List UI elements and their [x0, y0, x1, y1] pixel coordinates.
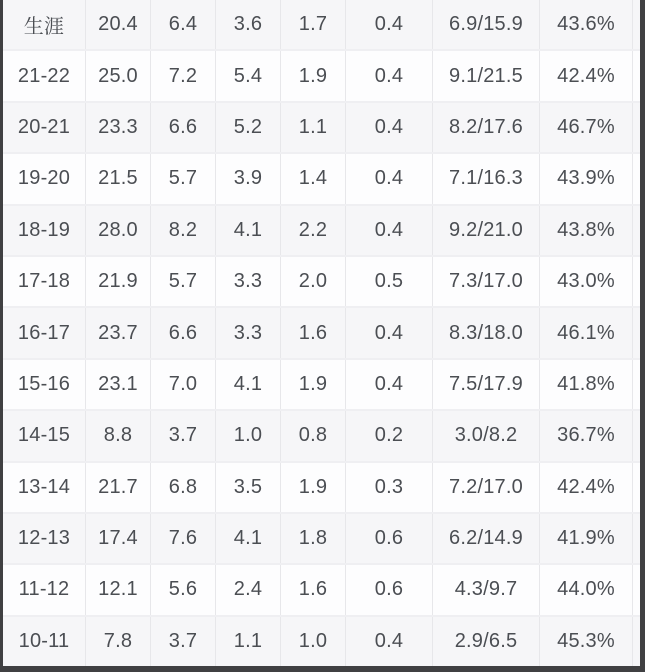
- stat-value-cell: 0.4: [346, 51, 433, 100]
- stat-value-cell: 25.0: [86, 51, 151, 100]
- screen-border-bottom: [0, 666, 645, 672]
- stat-value-cell: 4.1: [216, 360, 281, 409]
- stat-value-cell: 21.9: [86, 257, 151, 306]
- stat-value-cell: 7.5/17.9: [433, 360, 540, 409]
- season-label-cell: 17-18: [3, 257, 86, 306]
- stat-value-cell: 23.7: [86, 308, 151, 357]
- stat-value-cell: 21.5: [86, 154, 151, 203]
- stat-value-cell: 7.3/17.0: [433, 257, 540, 306]
- stat-value-cell: 3.3: [216, 308, 281, 357]
- cropped-next-column-sliver: [633, 411, 640, 460]
- stat-value-cell: 8.8: [86, 411, 151, 460]
- stat-value-cell: 1.1: [281, 103, 346, 152]
- season-label-cell: 10-11: [3, 617, 86, 666]
- season-label-cell: 18-19: [3, 206, 86, 255]
- stat-value-cell: 12.1: [86, 565, 151, 614]
- season-label-cell: 生涯: [3, 0, 86, 49]
- stat-value-cell: 5.2: [216, 103, 281, 152]
- cropped-next-column-sliver: [633, 206, 640, 255]
- stat-value-cell: 6.8: [151, 463, 216, 512]
- stat-value-cell: 6.4: [151, 0, 216, 49]
- cropped-next-column-sliver: [633, 308, 640, 357]
- season-row: [3, 565, 640, 616]
- stat-value-cell: 1.9: [281, 360, 346, 409]
- season-row: [3, 206, 640, 257]
- season-row: [3, 257, 640, 308]
- stat-value-cell: 1.1: [216, 617, 281, 666]
- stat-value-cell: 42.4%: [540, 463, 633, 512]
- stat-value-cell: 41.8%: [540, 360, 633, 409]
- stat-value-cell: 2.9/6.5: [433, 617, 540, 666]
- stat-value-cell: 2.4: [216, 565, 281, 614]
- stat-value-cell: 5.7: [151, 257, 216, 306]
- screen-border-right: [640, 0, 645, 672]
- season-row: [3, 463, 640, 514]
- cropped-next-column-sliver: [633, 463, 640, 512]
- cropped-next-column-sliver: [633, 257, 640, 306]
- stat-value-cell: 0.4: [346, 154, 433, 203]
- stat-value-cell: 9.2/21.0: [433, 206, 540, 255]
- stat-value-cell: 0.5: [346, 257, 433, 306]
- season-row: [3, 514, 640, 565]
- stat-value-cell: 5.6: [151, 565, 216, 614]
- stat-value-cell: 7.2: [151, 51, 216, 100]
- stat-value-cell: 7.2/17.0: [433, 463, 540, 512]
- stat-value-cell: 1.6: [281, 308, 346, 357]
- stat-value-cell: 3.3: [216, 257, 281, 306]
- stat-value-cell: 0.2: [346, 411, 433, 460]
- stat-value-cell: 0.3: [346, 463, 433, 512]
- stat-value-cell: 0.4: [346, 360, 433, 409]
- stat-value-cell: 20.4: [86, 0, 151, 49]
- cropped-next-column-sliver: [633, 360, 640, 409]
- stat-value-cell: 9.1/21.5: [433, 51, 540, 100]
- stat-value-cell: 1.4: [281, 154, 346, 203]
- stat-value-cell: 3.0/8.2: [433, 411, 540, 460]
- stat-value-cell: 0.4: [346, 0, 433, 49]
- season-row: [3, 411, 640, 462]
- stat-value-cell: 41.9%: [540, 514, 633, 563]
- cropped-next-column-sliver: [633, 0, 640, 49]
- career-totals-row: [3, 0, 640, 51]
- season-label-cell: 11-12: [3, 565, 86, 614]
- stat-value-cell: 0.4: [346, 103, 433, 152]
- stat-value-cell: 23.3: [86, 103, 151, 152]
- stat-value-cell: 3.7: [151, 617, 216, 666]
- season-row: [3, 617, 640, 666]
- stat-value-cell: 8.3/18.0: [433, 308, 540, 357]
- stat-value-cell: 0.6: [346, 514, 433, 563]
- season-label-cell: 21-22: [3, 51, 86, 100]
- stat-value-cell: 6.2/14.9: [433, 514, 540, 563]
- stat-value-cell: 8.2/17.6: [433, 103, 540, 152]
- cropped-next-column-sliver: [633, 514, 640, 563]
- stat-value-cell: 5.7: [151, 154, 216, 203]
- stat-value-cell: 17.4: [86, 514, 151, 563]
- stat-value-cell: 0.4: [346, 617, 433, 666]
- cropped-next-column-sliver: [633, 565, 640, 614]
- stat-value-cell: 0.4: [346, 206, 433, 255]
- season-row: [3, 308, 640, 359]
- stat-value-cell: 43.9%: [540, 154, 633, 203]
- cropped-next-column-sliver: [633, 617, 640, 666]
- season-stats-table[interactable]: [3, 0, 640, 666]
- stat-value-cell: 1.7: [281, 0, 346, 49]
- stat-value-cell: 0.6: [346, 565, 433, 614]
- stat-value-cell: 6.9/15.9: [433, 0, 540, 49]
- stat-value-cell: 1.8: [281, 514, 346, 563]
- stat-value-cell: 0.4: [346, 308, 433, 357]
- stat-value-cell: 5.4: [216, 51, 281, 100]
- stat-value-cell: 0.8: [281, 411, 346, 460]
- stat-value-cell: 43.0%: [540, 257, 633, 306]
- stat-value-cell: 45.3%: [540, 617, 633, 666]
- stat-value-cell: 2.0: [281, 257, 346, 306]
- stat-value-cell: 28.0: [86, 206, 151, 255]
- season-label-cell: 16-17: [3, 308, 86, 357]
- stat-value-cell: 44.0%: [540, 565, 633, 614]
- stat-value-cell: 1.9: [281, 51, 346, 100]
- stat-value-cell: 46.1%: [540, 308, 633, 357]
- stat-value-cell: 7.8: [86, 617, 151, 666]
- stat-value-cell: 23.1: [86, 360, 151, 409]
- season-label-cell: 14-15: [3, 411, 86, 460]
- stat-value-cell: 4.1: [216, 514, 281, 563]
- stat-value-cell: 21.7: [86, 463, 151, 512]
- stat-value-cell: 2.2: [281, 206, 346, 255]
- screen-border-left: [0, 0, 3, 672]
- season-label-cell: 20-21: [3, 103, 86, 152]
- stat-value-cell: 4.3/9.7: [433, 565, 540, 614]
- stat-value-cell: 3.7: [151, 411, 216, 460]
- cropped-next-column-sliver: [633, 154, 640, 203]
- stat-value-cell: 1.0: [216, 411, 281, 460]
- stat-value-cell: 6.6: [151, 103, 216, 152]
- season-label-cell: 12-13: [3, 514, 86, 563]
- stat-value-cell: 42.4%: [540, 51, 633, 100]
- season-label-cell: 15-16: [3, 360, 86, 409]
- season-label-cell: 13-14: [3, 463, 86, 512]
- stat-value-cell: 3.9: [216, 154, 281, 203]
- stat-value-cell: 3.5: [216, 463, 281, 512]
- season-row: [3, 154, 640, 205]
- stat-value-cell: 43.8%: [540, 206, 633, 255]
- stat-value-cell: 7.1/16.3: [433, 154, 540, 203]
- cropped-next-column-sliver: [633, 51, 640, 100]
- stat-value-cell: 8.2: [151, 206, 216, 255]
- season-row: [3, 51, 640, 102]
- stat-value-cell: 46.7%: [540, 103, 633, 152]
- stat-value-cell: 7.0: [151, 360, 216, 409]
- stat-value-cell: 4.1: [216, 206, 281, 255]
- season-row: [3, 360, 640, 411]
- cropped-next-column-sliver: [633, 103, 640, 152]
- stat-value-cell: 36.7%: [540, 411, 633, 460]
- season-row: [3, 103, 640, 154]
- stat-value-cell: 1.6: [281, 565, 346, 614]
- season-label-cell: 19-20: [3, 154, 86, 203]
- stat-value-cell: 43.6%: [540, 0, 633, 49]
- stat-value-cell: 3.6: [216, 0, 281, 49]
- stat-value-cell: 6.6: [151, 308, 216, 357]
- stat-value-cell: 1.0: [281, 617, 346, 666]
- stat-value-cell: 1.9: [281, 463, 346, 512]
- stat-value-cell: 7.6: [151, 514, 216, 563]
